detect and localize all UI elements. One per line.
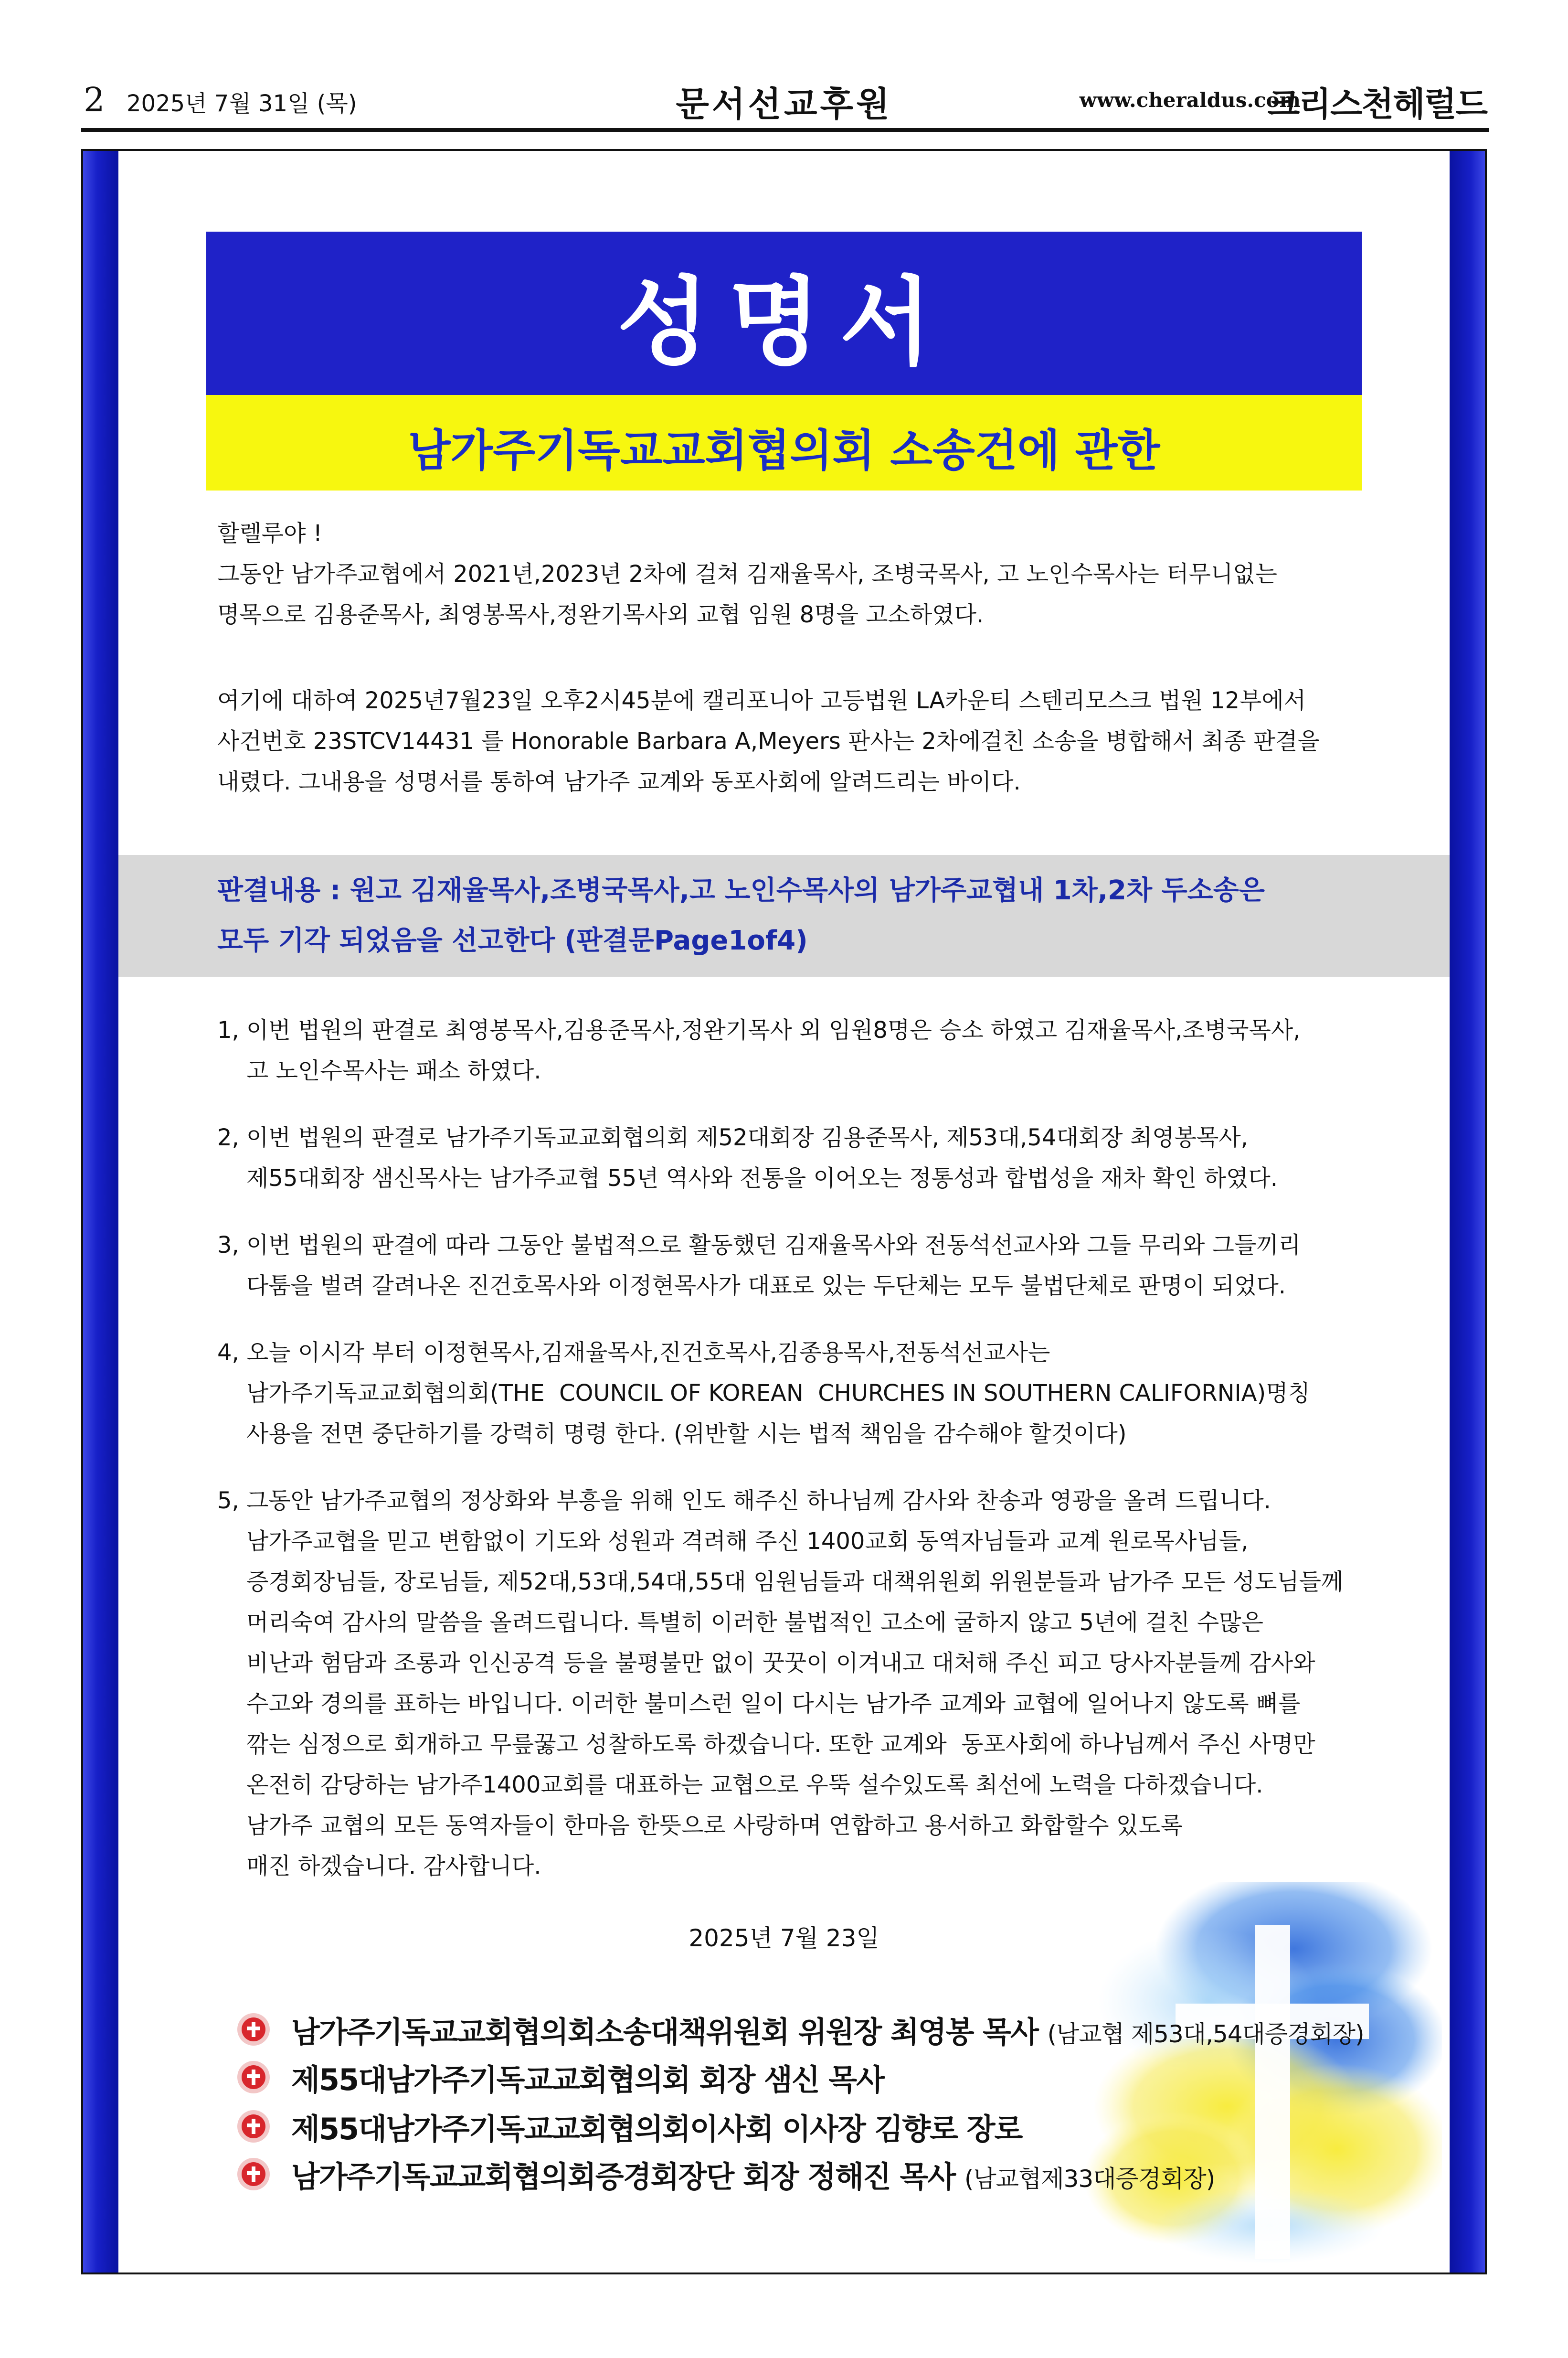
- header-divider: [81, 128, 1489, 132]
- statement-title-block: [206, 232, 1362, 491]
- list-item: 4, 오늘 이시각 부터 이정현목사,김재율목사,진건호목사,김종용목사,전동석선교사는 남가주기독교교회협의회(THE COUNCIL OF KOREAN CHURCHES IN SOUTHERN CALIFORNIA)명칭 사용을 전면 중단하기를 강력히 명령 한다. (위반할 시는 법적 책임을 감수해야 할것이다): [217, 1339, 1310, 1447]
- site-url[interactable]: www.cheraldus.com: [1079, 88, 1301, 112]
- cross-emblem-icon: [236, 2012, 271, 2047]
- list-item: 1, 이번 법원의 판결로 최영봉목사,김용준목사,정완기목사 외 임원8명은 승소 하였고 김재율목사,조병국목사, 고 노인수목사는 패소 하였다.: [217, 1017, 1301, 1084]
- page-number: 2: [84, 80, 105, 119]
- signer-note: (남교협제33대증경회장): [964, 2165, 1215, 2193]
- intro-paragraph-2: 여기에 대하여 2025년7월23일 오후2시45분에 캘리포니아 고등법원 LA카운티 스텐리모스크 법원 12부에서 사건번호 23STCV14431 를 Honorable Barbara A,Meyers 판사는 2차에걸친 소송을 병합해서 최종 판결을 내렸다. 그내용을 성명서를 통하여 남가주 교계와 동포사회에 알려드리는 바이다.: [217, 687, 1320, 795]
- newspaper-brand: 크리스천헤럴드: [1267, 85, 1487, 124]
- section-title: 문서선교후원: [676, 84, 892, 124]
- frame-left-bar: [83, 151, 118, 2273]
- list-item: 2, 이번 법원의 판결로 남가주기독교교회협의회 제52대회장 김용준목사, 제53대,54대회장 최영봉목사, 제55대회장 샘신목사는 남가주교협 55년 역사와 전통을 이어오는 정통성과 합법성을 재차 확인 하였다.: [217, 1124, 1278, 1192]
- issue-date: 2025년 7월 31일 (목): [127, 90, 357, 117]
- cross-emblem-icon: [236, 2157, 271, 2191]
- signer-name: 남가주기독교교회협의회증경회장단 회장 정해진 목사: [291, 2159, 955, 2194]
- cross-emblem-icon: [236, 2060, 271, 2094]
- statement-subtitle: 남가주기독교교회협의회 소송건에 관한: [408, 425, 1160, 476]
- signer-name: 제55대남가주기독교교회협의회이사회 이사장 김향로 장로: [291, 2112, 1022, 2146]
- watercolor-cross-icon: [1070, 1882, 1442, 2264]
- signer-name: 남가주기독교교회협의회소송대책위원회 위원장 최영봉 목사: [291, 2015, 1038, 2049]
- frame-right-bar: [1450, 151, 1485, 2273]
- verdict-text: 판결내용 : 원고 김재율목사,조병국목사,고 노인수목사의 남가주교협내 1차,2차 두소송은 모두 기각 되었음을 선고한다 (판결문Page1of4): [217, 875, 1265, 956]
- list-item: 5, 그동안 남가주교협의 정상화와 부흥을 위해 인도 해주신 하나님께 감사와 찬송과 영광을 올려 드립니다. 남가주교협을 믿고 변함없이 기도와 성원과 격려해 주신 1400교회 동역자님들과 교계 원로목사님들, 증경회장님들, 장로님들, 제52대,53대,54대,55대 임원님들과 대책위원회 위원분들과 남가주 모든 성도님들께 머리숙여 감사의 말씀을 올려드립니다. 특별히 이러한 불법적인 고소에 굴하지 않고 5년에 걸친 수많은 비난과 험담과 조롱과 인신공격 등을 불평불만 없이 꿋꿋이 이겨내고 대처해 주신 피고 당사자분들께 감사와 수고와 경의를 표하는 바입니다. 이러한 불미스런 일이 다시는 남가주 교계와 교협에 일어나지 않도록 뼈를 깎는 심정으로 회개하고 무릎꿇고 성찰하도록 하겠습니다. 또한 교계와 동포사회에 하나님께서 주신 사명만 온전히 감당하는 남가주1400교회를 대표하는 교협으로 우뚝 설수있도록 최선에 노력을 다하겠습니다. 남가주 교협의 모든 동역자들이 한마음 한뜻으로 사랑하며 연합하고 용서하고 화합할수 있도록 매진 하겠습니다. 감사합니다.: [217, 1487, 1344, 1879]
- cross-emblem-icon: [236, 2109, 271, 2144]
- list-item: 3, 이번 법원의 판결에 따라 그동안 불법적으로 활동했던 김재율목사와 전동석선교사와 그들 무리와 그들끼리 다툼을 벌려 갈려나온 진건호목사와 이정현목사가 대표로 있는 두단체는 모두 불법단체로 판명이 되었다.: [217, 1232, 1301, 1299]
- signed-date: 2025년 7월 23일: [689, 1924, 879, 1952]
- signer-name: 제55대남가주기독교교회협의회 회장 샘신 목사: [291, 2062, 884, 2097]
- signer-note: (남교협 제53대,54대증경회장): [1047, 2020, 1364, 2048]
- intro-paragraph-1: 할렐루야 ! 그동안 남가주교협에서 2021년,2023년 2차에 걸쳐 김재율목사, 조병국목사, 고 노인수목사는 터무니없는 명목으로 김용준목사, 최영봉목사,정완기목사외 교협 임원 8명을 고소하였다.: [217, 520, 1277, 628]
- statement-title: 성명서: [617, 266, 951, 378]
- page-header: [0, 0, 1568, 143]
